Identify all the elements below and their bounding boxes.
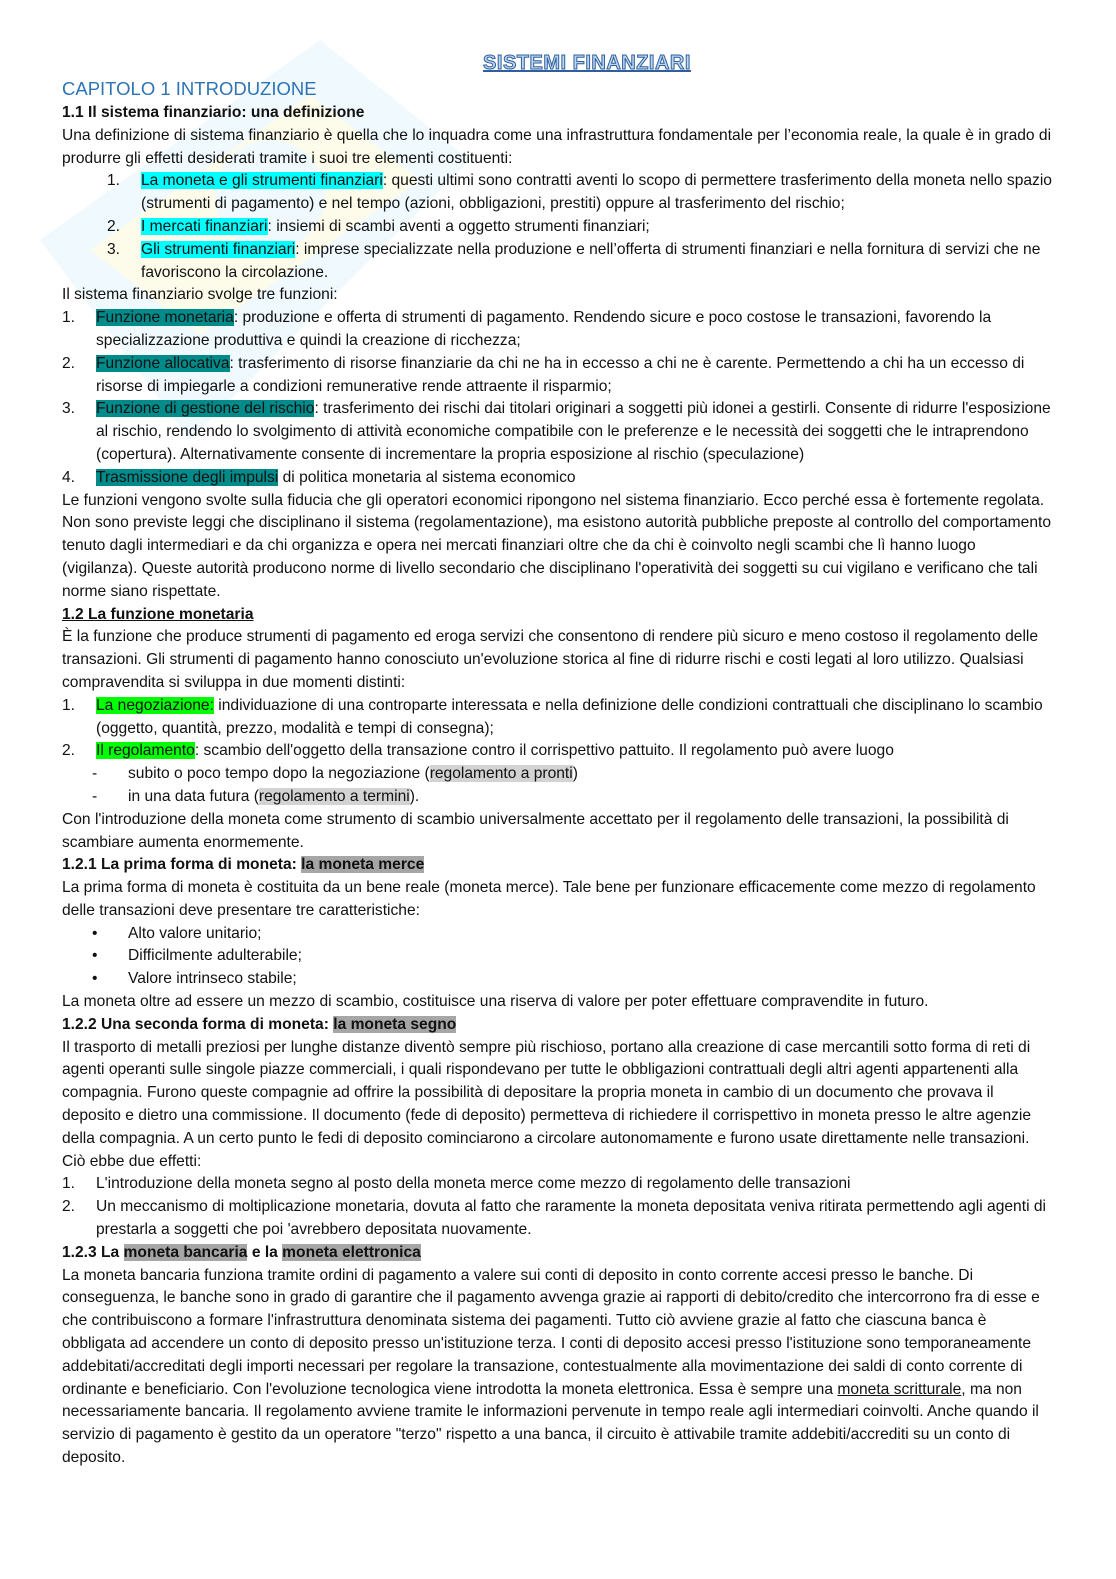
list-item: [62, 945, 1052, 968]
list-item: [62, 170, 1052, 216]
list-item: [62, 353, 1052, 399]
bullet-icon: •: [92, 947, 98, 965]
list-text: di politica monetaria al sistema economico: [278, 468, 576, 486]
list-number: 2.: [62, 1198, 76, 1216]
section-1-2-3-body: [62, 1265, 1052, 1470]
list-text: : produzione e offerta di strumenti di pagamento. Rendendo sicure e poco costose le transazioni, favorendo la specializzazione produttiva e quindi la creazione di ricchezza;: [96, 309, 992, 349]
list-item: [62, 786, 1052, 809]
effects-list: [62, 1173, 1052, 1241]
list-dash: -: [92, 765, 98, 783]
highlight: regolamento a pronti: [429, 765, 573, 783]
document-title: SISTEMI FINANZIARI: [483, 52, 691, 74]
list-text: : trasferimento dei rischi dai titolari originari a soggetti più idonei a gestirli. Consente di ridurre l'esposizione al rischio, rendendo lo svolgimento di attività economiche compatibile con le preferenze e le necessità dei soggetti che le intraprendono (copertura). Alternativamente consente di incrementare la propria esposizione al rischio (speculazione): [96, 400, 1051, 463]
list-item: [62, 1173, 1052, 1196]
list-text: Alto valore unitario;: [128, 924, 262, 942]
highlight: I mercati finanziari: [141, 217, 268, 235]
section-1-2-1-intro: La prima forma di moneta è costituita da un bene reale (moneta merce). Tale bene per funzionare efficacemente come mezzo di regolamento delle transazioni deve presentare tre caratteristiche:: [62, 879, 1036, 919]
list-number: 3.: [107, 240, 121, 258]
section-1-2-3-heading: [62, 1242, 1052, 1265]
list-item: [62, 740, 1052, 763]
list-item: [62, 216, 1052, 239]
list-item: [62, 398, 1052, 466]
list-number: 1.: [62, 1175, 76, 1193]
body-text: La moneta bancaria funziona tramite ordini di pagamento a valere sui conti di deposito in conto corrente accesi presso le banche. Di conseguenza, le banche sono in grado di garantire che il pagamento avvenga grazie ai rapporti di debito/credito che intercorrono fra di esse e che contribuiscono a formare l'infrastruttura denominata sistema dei pagamenti. Tutto ciò avviene grazie al fatto che ciascuna banca è obbligata ad accendere un conto di deposito presso un'istituzione terza. I conti di deposito accesi presso l'istituzione sono temporaneamente addebitati/accreditati degli importi necessari per regolare la transazione, contestualmente alla movimentazione dei saldi di conto corrente di ordinante e beneficiario. Con l'evoluzione tecnologica viene introdotta la moneta elettronica. Essa è sempre una: [62, 1266, 1040, 1398]
body-text: , ma non necessariamente bancaria. Il regolamento avviene tramite le informazioni pervenute in tempo reale agli intermediari coinvolti. Anche quando il servizio di pagamento è gestito da un operatore "terzo" rispetto a una banca, il circuito è attivabile tramite addebiti/accrediti su un conto di deposito.: [62, 1380, 1039, 1467]
list-item: [62, 923, 1052, 946]
list-text: ): [572, 765, 578, 783]
highlight: la moneta segno: [333, 1015, 457, 1033]
highlight: moneta bancaria: [123, 1243, 248, 1261]
list-number: 4.: [62, 468, 76, 486]
section-1-1-closing: Le funzioni vengono svolte sulla fiducia che gli operatori economici ripongono nel sistema finanziario. Ecco perché essa è fortemente regolata. Non sono previste leggi che disciplinano il sistema (regolamentazione), ma esistono autorità pubbliche preposte al controllo del comportamento tenuto dagli intermediari e da chi organizza e opera nei mercati finanziari oltre che da chi è coinvolto negli scambi che lì hanno luogo (vigilanza). Queste autorità producono norme di livello secondario che disciplinano l'operatività dei soggetti su cui vigilano e verificano che tali norme siano rispettate.: [62, 491, 1052, 600]
list-text: in una data futura (: [128, 787, 259, 805]
list-number: 2.: [107, 217, 121, 235]
elements-list: [62, 170, 1052, 284]
highlight: La negoziazione:: [96, 696, 214, 714]
functions-list: [62, 307, 1052, 489]
highlight: Funzione monetaria: [96, 309, 234, 327]
list-text: : imprese specializzate nella produzione e nell’offerta di strumenti finanziari e nella fornitura di servizi che ne favoriscono la circolazione.: [141, 240, 1041, 281]
list-item: [62, 763, 1052, 786]
list-item: [62, 1196, 1052, 1242]
highlight: moneta elettronica: [282, 1243, 421, 1261]
highlight: Funzione allocativa: [96, 354, 230, 372]
bullet-icon: •: [92, 924, 98, 942]
section-1-2-closing: Con l'introduzione della moneta come strumento di scambio universalmente accettato per il regolamento delle transazioni, la possibilità di scambiare aumenta enormemente.: [62, 810, 1009, 851]
heading-text: e la: [247, 1243, 283, 1261]
settlement-sublist: [62, 763, 1052, 809]
list-text: Difficilmente adulterabile;: [128, 947, 302, 965]
list-item: [62, 968, 1052, 991]
list-text: : trasferimento di risorse finanziarie da chi ne ha in eccesso a chi ne è carente. Permettendo a chi ha un eccesso di risorse di impiegarle a condizioni remunerative rende attraente il risparmio;: [96, 354, 1025, 395]
highlight: Gli strumenti finanziari: [141, 240, 296, 258]
characteristics-list: [62, 923, 1052, 991]
list-text: Un meccanismo di moltiplicazione monetaria, dovuta al fatto che raramente la moneta depositata veniva ritirata permettendo agli agenti di prestarla a soggetti che poi 'avrebbero depositata nuovamente.: [96, 1198, 1047, 1239]
list-text: subito o poco tempo dopo la negoziazione (: [128, 765, 430, 783]
list-text: : scambio dell'oggetto della transazione contro il corrispettivo pattuito. Il regolamento può avere luogo: [194, 742, 894, 760]
bullet-icon: •: [92, 970, 98, 988]
underlined-term: moneta scritturale: [837, 1380, 962, 1398]
list-number: 2.: [62, 354, 76, 372]
section-1-2-1-closing: La moneta oltre ad essere un mezzo di scambio, costituisce una riserva di valore per poter effettuare compravendite in futuro.: [62, 993, 929, 1011]
list-text: Valore intrinseco stabile;: [128, 970, 297, 988]
highlight: Funzione di gestione del rischio: [96, 400, 315, 418]
highlight: la moneta merce: [301, 856, 425, 874]
section-1-2-1-heading: [62, 854, 1052, 877]
list-item: [62, 307, 1052, 353]
moments-list: [62, 695, 1052, 763]
list-item: [62, 467, 1052, 490]
section-1-2-2-intro: Il trasporto di metalli preziosi per lunghe distanze diventò sempre più rischioso, portano alla creazione di case mercantili sotto forma di reti di agenti operanti sulle singole piazze commerciali, i quali rispondevano per tutte le obbligazioni contrattuali degli altri agenti appartenenti alla compagnia. Furono queste compagnie ad offrire la possibilità di depositare la propria moneta in cambio di un documento che provava il deposito e dietro una commissione. Il documento (fede di deposito) permetteva di richiedere il corrispettivo in moneta presso le altre agenzie della compagnia. A un certo punto le fedi di deposito cominciarono a circolare autonomamente e furono usate direttamente nelle transazioni. Ciò ebbe due effetti:: [62, 1038, 1032, 1170]
heading-text: 1.2.2 Una seconda forma di moneta:: [62, 1015, 334, 1033]
highlight: regolamento a termini: [258, 787, 410, 805]
list-number: 1.: [62, 696, 76, 714]
list-text: ).: [409, 787, 420, 805]
list-number: 1.: [62, 309, 76, 327]
section-1-2-heading: 1.2 La funzione monetaria: [62, 605, 254, 623]
list-text: : insiemi di scambi aventi a oggetto strumenti finanziari;: [267, 217, 650, 235]
highlight: La moneta e gli strumenti finanziari: [141, 172, 383, 190]
list-text: : questi ultimi sono contratti aventi lo scopo di permettere trasferimento della moneta nello spazio (strumenti di pagamento) e nel tempo (azioni, obbligazioni, prestiti) oppure al trasferimento del rischio;: [141, 172, 1052, 213]
highlight: Trasmissione degli impulsi: [96, 468, 279, 486]
list-number: 3.: [62, 400, 76, 418]
functions-intro: Il sistema finanziario svolge tre funzioni:: [62, 286, 338, 304]
section-1-2-intro: È la funzione che produce strumenti di pagamento ed eroga servizi che consentono di rendere più sicuro e meno costoso il regolamento delle transazioni. Gli strumenti di pagamento hanno conosciuto un'evoluzione storica al fine di ridurre rischi e costi legati al loro utilizzo. Qualsiasi compravendita si sviluppa in due momenti distinti:: [62, 628, 1039, 691]
list-number: 2.: [62, 742, 76, 760]
document-content: [62, 48, 1052, 1470]
list-item: [62, 239, 1052, 285]
heading-text: 1.2.1 La prima forma di moneta:: [62, 856, 302, 874]
list-dash: -: [92, 787, 98, 805]
list-number: 1.: [107, 172, 121, 190]
section-1-1-intro: Una definizione di sistema finanziario è quella che lo inquadra come una infrastruttura fondamentale per l’economia reale, la quale è in grado di produrre gli effetti desiderati tramite i suoi tre elementi costituenti:: [62, 126, 1052, 167]
heading-text: 1.2.3 La: [62, 1243, 124, 1261]
highlight: Il regolamento: [96, 742, 195, 760]
list-text: individuazione di una controparte interessata e nella definizione delle condizioni contrattuali che disciplinano lo scambio (oggetto, quantità, prezzo, modalità e tempi di consegna);: [96, 696, 1043, 737]
chapter-heading: CAPITOLO 1 INTRODUZIONE: [62, 78, 317, 99]
section-1-2-2-heading: [62, 1014, 1052, 1037]
list-item: [62, 695, 1052, 741]
section-1-1-heading: 1.1 Il sistema finanziario: una definizione: [62, 104, 365, 121]
list-text: L'introduzione della moneta segno al posto della moneta merce come mezzo di regolamento delle transazioni: [96, 1175, 851, 1193]
